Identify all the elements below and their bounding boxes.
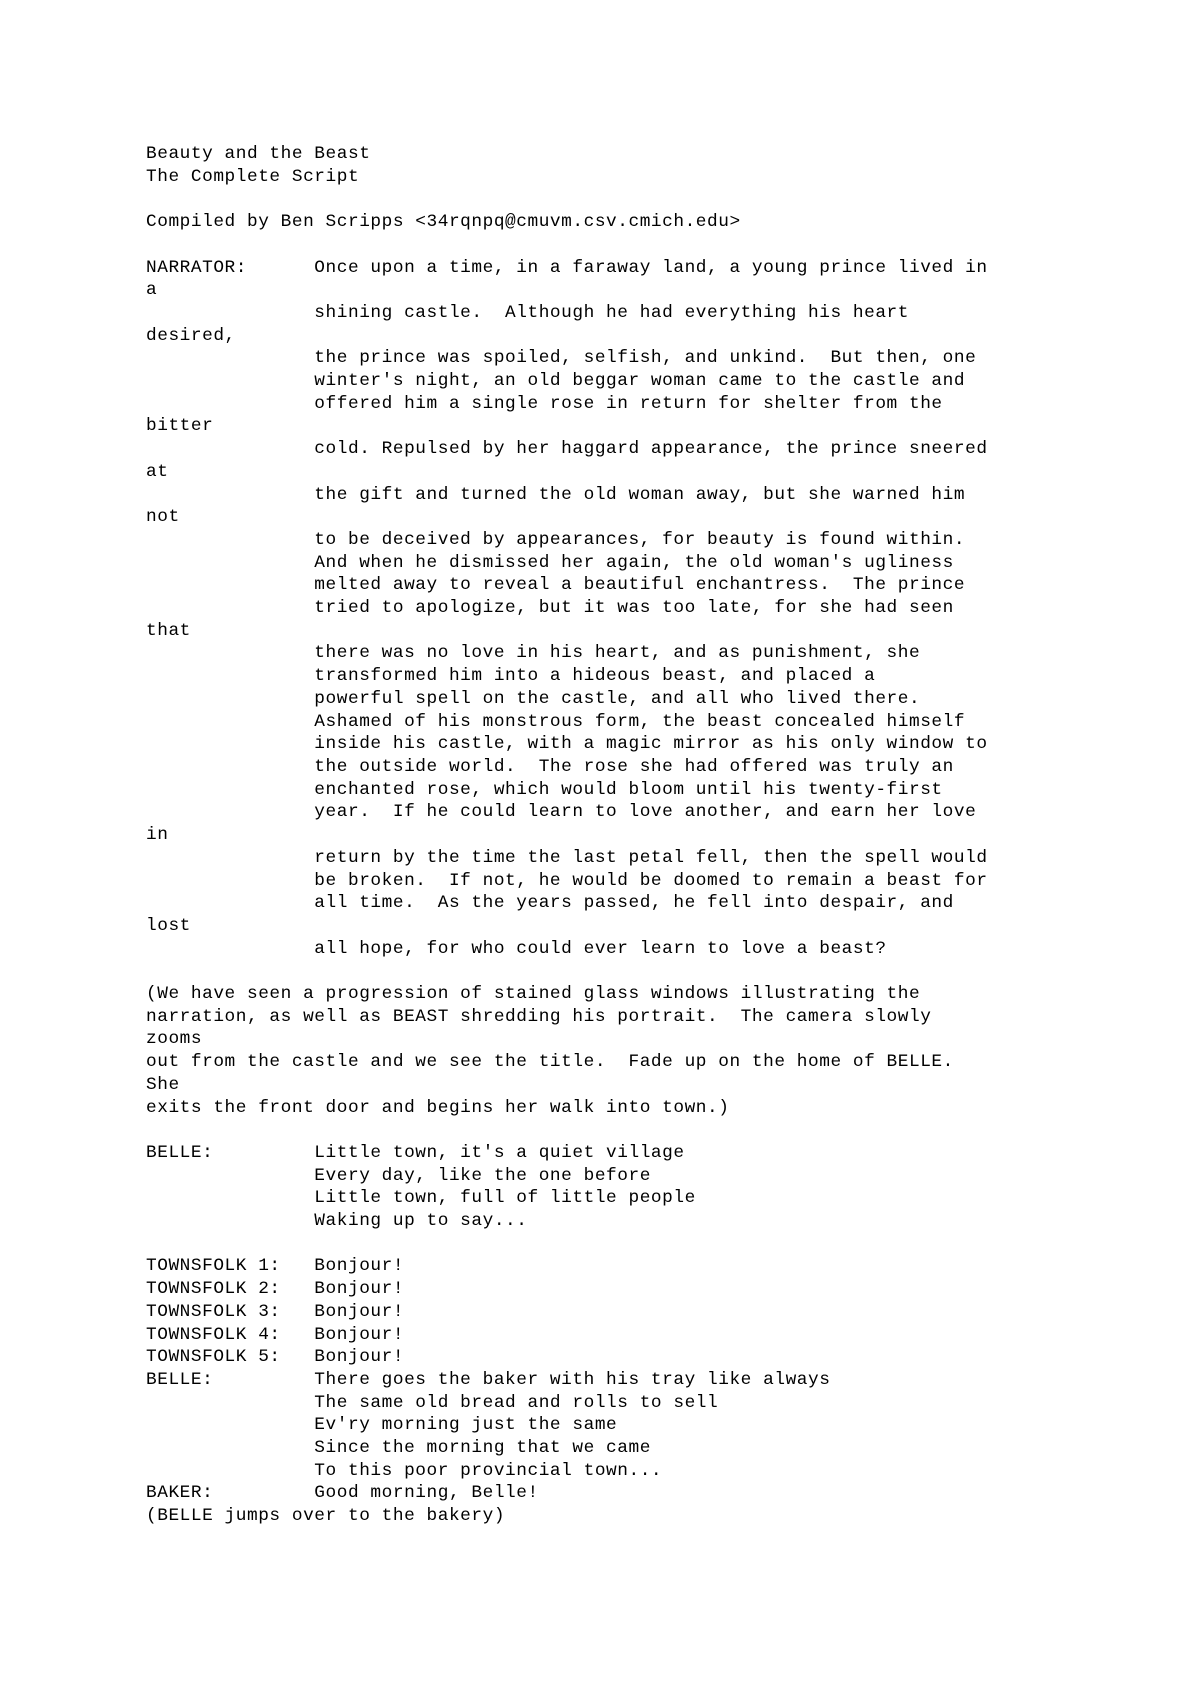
script-line: cold. Repulsed by her haggard appearance, the prince sneered (146, 439, 988, 460)
script-line: powerful spell on the castle, and all who lived there. (146, 688, 921, 709)
script-line: Every day, like the one before (146, 1165, 651, 1186)
script-line: She (146, 1074, 180, 1095)
script-line: offered him a single rose in return for shelter from the (146, 393, 943, 414)
script-line: narration, as well as BEAST shredding his portrait. The camera slowly (146, 1006, 932, 1027)
script-line: inside his castle, with a magic mirror as his only window to (146, 734, 988, 755)
script-line: all hope, for who could ever learn to love a beast? (146, 938, 887, 959)
script-line: a (146, 280, 158, 301)
script-line: TOWNSFOLK 4: Bonjour! (146, 1324, 405, 1345)
script-line: melted away to reveal a beautiful enchantress. The prince (146, 575, 966, 596)
script-line: Little town, full of little people (146, 1188, 696, 1209)
script-line: the outside world. The rose she had offered was truly an (146, 756, 954, 777)
script-line: BAKER: Good morning, Belle! (146, 1483, 539, 1504)
script-line: to be deceived by appearances, for beauty is found within. (146, 529, 966, 550)
script-line: zooms (146, 1029, 203, 1050)
script-line: transformed him into a hideous beast, and placed a (146, 666, 876, 687)
script-line: TOWNSFOLK 1: Bonjour! (146, 1256, 405, 1277)
script-line: Ashamed of his monstrous form, the beast concealed himself (146, 711, 966, 732)
script-line: be broken. If not, he would be doomed to remain a beast for (146, 870, 988, 891)
script-line: (BELLE jumps over to the bakery) (146, 1506, 506, 1527)
script-line: desired, (146, 325, 236, 346)
script-line: lost (146, 915, 191, 936)
script-line: tried to apologize, but it was too late, for she had seen (146, 598, 954, 619)
script-line: The same old bread and rolls to sell (146, 1392, 719, 1413)
script-line: Beauty and the Beast (146, 144, 371, 164)
script-line: in (146, 825, 169, 846)
script-line: enchanted rose, which would bloom until his twenty-first (146, 779, 943, 800)
script-line: Ev'ry morning just the same (146, 1415, 618, 1436)
script-line: winter's night, an old beggar woman came to the castle and (146, 371, 966, 392)
script-line: Since the morning that we came (146, 1438, 651, 1459)
script-line: NARRATOR: Once upon a time, in a faraway land, a young prince lived in (146, 257, 988, 278)
script-line: shining castle. Although he had everything his heart (146, 302, 909, 323)
script-line: (We have seen a progression of stained glass windows illustrating the (146, 984, 921, 1005)
script-line: not (146, 507, 180, 528)
script-line: To this poor provincial town... (146, 1460, 663, 1481)
script-line: BELLE: Little town, it's a quiet village (146, 1142, 685, 1163)
script-line: out from the castle and we see the title. Fade up on the home of BELLE. (146, 1052, 954, 1073)
script-line: there was no love in his heart, and as punishment, she (146, 643, 921, 664)
script-line: TOWNSFOLK 5: Bonjour! (146, 1347, 405, 1368)
script-line: exits the front door and begins her walk into town.) (146, 1097, 730, 1118)
script-line: that (146, 620, 191, 641)
script-line: all time. As the years passed, he fell into despair, and (146, 893, 954, 914)
script-line: at (146, 461, 169, 482)
script-line: BELLE: There goes the baker with his tray like always (146, 1369, 831, 1390)
script-line: year. If he could learn to love another, and earn her love (146, 802, 977, 823)
script-line: TOWNSFOLK 3: Bonjour! (146, 1301, 405, 1322)
script-line: Waking up to say... (146, 1211, 528, 1232)
script-line: the gift and turned the old woman away, but she warned him (146, 484, 966, 505)
script-line: The Complete Script (146, 166, 360, 187)
script-line: And when he dismissed her again, the old woman's ugliness (146, 552, 954, 573)
script-line: bitter (146, 416, 214, 437)
script-line: Compiled by Ben Scripps <34rqnpq@cmuvm.csv.cmich.edu> (146, 212, 741, 233)
script-text (146, 143, 988, 1528)
script-line: TOWNSFOLK 2: Bonjour! (146, 1279, 405, 1300)
script-line: return by the time the last petal fell, then the spell would (146, 847, 988, 868)
script-line: the prince was spoiled, selfish, and unkind. But then, one (146, 348, 977, 369)
